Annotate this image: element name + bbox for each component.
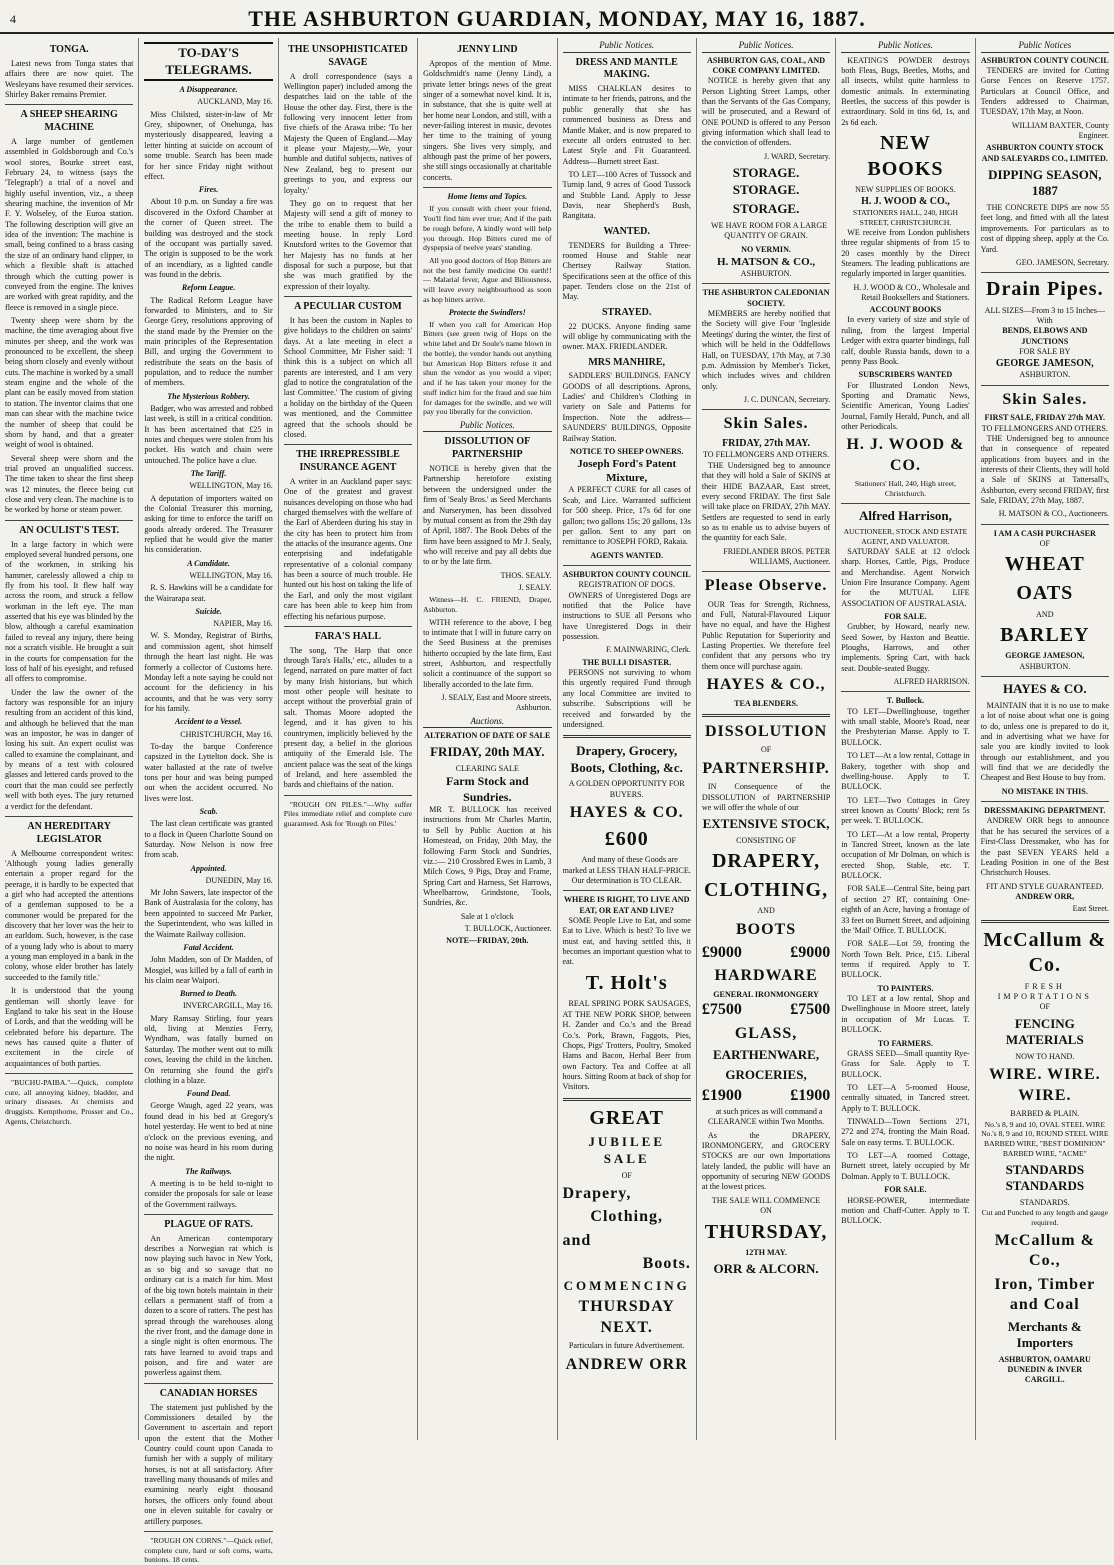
auction-sale: CLEARING SALE [455,764,519,774]
skin-sales-text: THE Undersigned beg to announce that they will hold a Sale of SKINS at their HIDE BAZAAR, East street, every second FRIDAY. The first Sale will take place on FRIDAY, 27th MAY. Settlers are requested to send in early so as to enable us to advise buyers of the quantity for each Sale. [701,460,831,543]
telegram-dateline: DUNEDIN, May 16. [205,875,273,885]
drain-with: With [1036,316,1053,326]
commencing: COMMENCING [563,1277,690,1293]
harrison-sub: AUCTIONEER, STOCK AND ESTATE AGENT, AND VALUATOR. [843,527,968,547]
great-sale: OF [621,1170,632,1180]
dissolution-text: NOTICE is hereby given that the Partnership heretofore existing between the undersigned under the firm of 'Sealy Bros.' as Seed Merchants and Nurserymen, has been dissolved by mutual consent as from the 29th day of April, 1887. The Book Debts of the firm have been assigned to Mr J. Sealy, who will receive and pay all debts due to or by the late firm. [423,464,552,567]
custom-text: It has been the custom in Naples to give holidays to the children on saints' days. At a late meeting in elect a School Committee, Mr Fisher said: 'I think this is a subject on which all parents are interested, and I am very glad to notice the congratulation of the last Committee.' The custom of giving a holiday on the birthday of the Queen was mentioned, and the Committee agreed that the schools should be closed. [283,315,413,439]
tolet-text: TO LET at a low rental, Shop and Dwellinghouse in Moore street, lately in occupation of Mr Lucas. T. BULLOCK. [841,994,970,1035]
forsale-heading: FOR SALE. [884,611,927,621]
auctions-heading: Auctions. [423,716,551,729]
column-5 [558,38,697,1440]
column-2 [139,38,278,1565]
swindlers-text: If when you call for American Hop Bitters (see green twig of Hops on the white label and Dr Soule's name blown in the bottle), the vendor hands out anything but American Hop Bitters refuse it and shun the vendor as you would a viper; and if he has taken your money for the stuff indict him for the fraud and sue him for damages for the swindle, and we will pay you liberally for the conviction. [423,319,552,417]
telegram-heading: Fatal Accident. [183,942,234,952]
manhire-text: SADDLERS' BUILDINGS. FANCY GOODS of all descriptions. Aprons, Ladies' and Children's Clothing in variety on Sale and Patterns for Inspection. Note the address—SAUNDERS' BUILDINGS, Opposite Railway Station. [562,371,691,443]
extensive-stock: EXTENSIVE STOCK, [702,816,830,832]
hayes-heading: HAYES & CO. [1002,681,1087,697]
telegram-heading: A Disappearance. [179,85,238,95]
subscribers-text: For Illustrated London News, Sporting and Dramatic News, Scientific American, Young Ladies' Journal, Family Herald, Punch, and all other Periodicals. [841,380,970,432]
wire-spec: BARBED WIRE, "ACME" [1002,1148,1087,1158]
wanted-heading: WANTED. [603,225,650,237]
matson-name: H. MATSON & CO., [716,255,816,268]
account-books-heading: ACCOUNT BOOKS [869,305,942,315]
signature: GEO. JAMESON, Secretary. [1015,257,1109,267]
oculist-heading: AN OCULIST'S TEST. [19,524,120,536]
wire-spec: No.'s 8, 9 and 10, ROUND STEEL WIRE [981,1129,1109,1139]
drapery-import-text: As the DRAPERY, IRONMONGERY, and GROCERY STOCKS are our own Importations lately landed, the public will have an opportunity of securing NEW GOODS at the lowest prices. [701,1130,831,1192]
ford-text: A PERFECT CURE for all cases of Scab, and Lice. Warranted sufficient for 500 sheep. Price, 17s 6d for one gallon; two gallons 15s; 20 gallons, 13s per gallon. Sent to any part on remittance to JOSEPH FORD, Rakaia. [562,485,691,547]
telegram-heading: Scab. [199,806,218,816]
painters-heading: TO PAINTERS. [877,983,934,993]
some-text: SOME People Live to Eat, and some Eat to Live. Which is best? To live we must eat, and having settled this, it becomes an important question what to eat. [562,916,691,967]
telegram-dateline: WELLINGTON, May 16. [189,571,273,581]
andrew-orr: ANDREW ORR [565,1355,688,1373]
page-number: 4 [10,11,16,26]
fencing-materials: FENCING MATERIALS [1005,1015,1084,1048]
home-items-text: If you consult with cheer your friend, You'll find him ever true; And if the path be rough before, A kindly word will help you through. Hop Bitters cured me of dyspepsia of twelve years' standing. [423,204,552,253]
telegram-heading: The Tariff. [190,469,227,479]
telegram-text: W. S. Monday, Registrar of Births, and commission agent, shot himself through the heart last night. He was formerly a collector of Customs here. Monday left a note saying he could not account for the deficiency in his accounts, and that he was very sorry for his family. [144,631,273,713]
auction-note: NOTE—FRIDAY, 20th. [446,936,529,946]
commencing-date: THURSDAY NEXT. [578,1298,675,1336]
telegram-text: A deputation of importers waited on the Colonial Treasurer this morning, asking for time to enforce the tariff on goods already ordered. The Treasurer replied that he would give the matter his consideration. [144,493,273,555]
account-books-text: In every variety of size and style of ruling, from the largest Imperial Ledger with extra quarter bindings, full calf, double Russia bands, down to a penny Pass Book. [841,315,970,366]
oculist-paragraph: In a large factory in which were employed several hundred persons, one of the workmen, in striking his hammer, carelessly allowed a chip to fly from his tool. It flew half way across the room, and struck a fellow workman in the left eye. The man asserted that his eye was blinded by the blow, although a careful examination failed to reveal any injury, there being not a scratch visible. He brought a suit in the courts for compensation for the loss of half of his eyesight, and refused all offers to compromise. [5,539,134,684]
ford-heading: Joseph Ford's Patent Mixture, [577,458,677,485]
jenny-text: Apropos of the mention of Mme. Goldschmidt's name (Jenny Lind), a private letter brings news of the great singer of a somewhat novel kind. It is, in substance, that she is quite well at her home near London, and still, with a never-failing interest in music, devotes her time to the training of young singers. She lives very simply, and although past the prime of her powers, she still sings occasionally at charitable concerts. [423,58,552,182]
thursday: THURSDAY, [704,1220,828,1243]
tonga-text: Latest news from Tonga states that affairs there are now quiet. The Wesleyans have resumed their services. Shirley Baker remains Premier. [5,58,134,99]
storage-heading: STORAGE. STORAGE. [732,164,800,197]
dissolution: DISSOLUTION [704,722,828,740]
and: AND [757,906,775,916]
barley: BARLEY [1000,623,1090,646]
oats: OATS [1016,581,1074,604]
signature: J. SEALY, East and Moore streets, Ashburton. [441,693,552,713]
drain-heading: Drain Pipes. [986,278,1104,301]
telegram-text: The last clean certificate was granted to a flock in Queen Charlotte Sound on Saturday. Now Nelson is now free from scab. [144,819,273,860]
forsale-text: FOR SALE—Lot 59, fronting the North Town Belt. Price, £15. Liberal terms if required. Apply to T. BULLOCK. [841,939,970,980]
observe-text: OUR Teas for Strength, Richness, and Full, Natural-Flavoured Liquor have no equal, and have the Highest Public Reputation for Superiority and Lasting Properties. We therefore feel confident that any persons who try them once will purchase again. [701,599,831,671]
telegram-heading: Suicide. [195,607,222,617]
telegram-dateline: AUCKLAND, May 16. [197,97,273,107]
faras-text: The song, 'The Harp that once through Tara's Halls,' etc., alludes to a legend, narrated on pure matter of fact by many Irish historians, but which most other people will hesitate to accept without the proverbial grain of salt. Thomas Moore adopted the legend, and it has given to his countrymen, implicitly believed by the present day, a belief in the glorious antiquity of the Emerald Isle. The ancient palace was the seat of the kings of Ireland, and here assembled the bards and chieftains of the nation. [283,645,413,790]
auction-text: MR T. BULLOCK has received instructions from Mr Charles Martin, to Sell by Public Auction at his Homestead, on Friday, 20th May, the following Farm Stock and Sundries, viz.:— 210 Crossbred Ewes in Lamb, 3 Milch Cows, 9 Pigs, Dray and Frame, Spring Cart and Harness, Set Harrows, Wheelbarrow, Grindstone, Tools, Sundries, &c. [423,805,552,908]
drapery-text: A GOLDEN OPPORTUNITY FOR BUYERS. [568,779,685,799]
dissolution-heading: DISSOLUTION OF PARTNERSHIP [444,436,531,461]
telegram-text: A meeting is to be held to-night to consider the proposals for sale or lease of the Government railways. [144,1178,273,1209]
cash-location: ASHBURTON. [1019,661,1071,671]
drapery: DRAPERY, [711,850,821,873]
signature: J. SEALY. [518,582,552,592]
reference-text: WITH reference to the above, I beg to intimate that I will in future carry on the Seed Business at the premises hitherto occupied by the late firm, East street, Ashburton, and respectfully solicit a continuance of the support so liberally accorded to the late firm. [423,617,552,689]
public-notices-heading: Public Notices. [423,420,551,433]
where-text: WHERE IS RIGHT, TO LIVE AND EAT, OR EAT AND LIVE? [563,895,690,915]
tolet-text: TO LET—Dwellinghouse, together with small stable, Moore's Road, near the Presbyterian Manse. Apply to T. BULLOCK. [841,706,970,747]
partnership: PARTNERSHIP. [702,759,830,777]
locations: CARGILL. [1024,1375,1065,1385]
telegram-text: About 10 p.m. on Sunday a fire was discovered in the Oxford Chamber at the corner of Queen street. The building was destroyed and the stock of the occupant was partially saved. The origin is supposed to be the work of an incendiary, as a lighted candle was found in the debris. [144,197,273,279]
skin-sales-sub: TO FELLMONGERS AND OTHERS. [702,450,830,460]
books-heading: NEW BOOKS [867,132,944,180]
public-notices-heading: Public Notices. [563,40,691,53]
caledonian-heading: THE ASHBURTON CALEDONIAN SOCIETY. [702,288,830,308]
observe-heading: Please Observe. [704,577,828,595]
ironmongery: GENERAL IRONMONGERY [713,989,819,999]
and: AND [1036,609,1054,619]
telegram-heading: The Mysterious Robbery. [167,391,250,401]
agents-wanted: AGENTS WANTED. [590,550,664,560]
column-6 [697,38,836,1440]
signature: J. WARD, Secretary. [764,151,831,161]
signature: ALFRED HARRISON. [893,677,970,687]
council-heading: ASHBURTON COUNTY COUNCIL [562,569,691,579]
stock-heading: ASHBURTON COUNTY STOCK AND SALEYARDS CO., LIMITED. [981,143,1108,163]
drain-sub: ALL SIZES—From 3 to 15 Inches— [984,305,1106,315]
telegram-dateline: NAPIER, May 16. [213,619,273,629]
council-heading: ASHBURTON COUNTY COUNCIL [980,55,1109,65]
dogs-heading: REGISTRATION OF DOGS. [578,580,675,590]
dressmaking-heading: DRESSMAKING DEPARTMENT. [984,806,1106,816]
standards-heading: STANDARDS STANDARDS [1005,1161,1085,1194]
holt-text: REAL SPRING PORK SAUSAGES, AT THE NEW PORK SHOP, between H. Zander and Co.'s and the Bread Co.'s. Pork, Brawn, Faggots, Pies, Chops, Pigs' Trotters, Poultry, Smoked Hams and Bacon, Herbal Beer from own Factory. Tea and Coffee at all hours. Sitting Room at back of shop for Visitors. [562,999,691,1092]
price-row: £9000 £9000 [701,943,831,961]
cash-purchaser: I AM A CASH PURCHASER [993,528,1096,538]
drain-location: ASHBURTON. [1019,370,1071,380]
great-sale: Drapery, [562,1184,632,1202]
telegram-text: The Radical Reform League have forwarded to Ministers, and to Sir George Grey, resolutions approving of the stand made by the Premier on the main principles of the Representation Bill, and urging the Government to redistribute the seats on the basis of population, and to reduce the number of members. [144,295,273,388]
signature: J. C. DUNCAN, Secretary. [743,394,831,404]
skin-sales-sub: TO FELLMONGERS AND OTHERS. [981,423,1108,433]
let-text: TO LET—100 Acres of Tussock and Turnip land, 9 acres of Good Tussock and Stubble Land. Apply to Jesse Davis, near Shepherd's Bush, Rangitata. [562,169,691,221]
of: OF [760,745,772,755]
telegram-heading: Accident to a Vessel. [175,717,243,727]
drain-name: GEORGE JAMESON, [995,357,1094,369]
plague-text: An American contemporary describes a Norwegian rat which is now playing such havoc in New York, as so big and so savage that no ordinary cat is a match for him. Most of the big town hotels maintain in their cellars a permanent staff of from a dozen to a score of ratters. The pest has spread through the warehouses along the river front, and the damage done in a single night is often enormous. The rats have learned to avoid traps and poison, and fire and water are powerless against them. [144,1233,273,1378]
hayes-firm: HAYES & CO. [569,804,684,822]
home-items-heading: Home Items and Topics. [447,192,528,202]
matson-location: ASHBURTON. [740,269,792,279]
wire-spec: BARBED WIRE, "BEST DOMINION" [984,1139,1106,1149]
locations: ASHBURTON, OAMARU [998,1354,1091,1364]
cash-name: GEORGE JAMESON, [1005,651,1085,661]
telegram-dateline: CHRISTCHURCH, May 16. [180,729,273,739]
column-1 [0,38,139,1440]
signature: THOS. SEALY. [500,570,552,580]
dressmaking-name: ANDREW ORR, [1015,891,1075,901]
mccallum-name: McCallum & Co., [994,1231,1095,1270]
sheep-heading: A SHEEP SHEARING MACHINE [20,109,118,134]
orr-alcorn: ORR & ALCORN. [713,1261,819,1277]
auction-sale-title: Farm Stock and Sundries. [445,774,529,804]
cash-of: OF [1039,538,1050,548]
strayed-text: 22 DUCKS. Anyone finding same will oblige by communicating with the owner. MAX. FRIEDLANDER. [562,321,691,352]
manhire-heading: MRS MANHIRE, [588,356,666,368]
auction-time: Sale at 1 o'clock [460,911,514,921]
insurance-heading: THE IRREPRESSIBLE INSURANCE AGENT [296,449,400,474]
hereditary-paragraph: It is understood that the young gentleman will shortly leave for England to take his seat in the House of Lords, and that the wedding will be celebrated before his departure. The news has caused quite a flutter of excitement in the circle of acquaintances of both parties. [5,986,134,1068]
telegram-text: To-day the barque Conference capsized in the Lyttelton dock. She is water ballasted at the rate of twelve tons per hour and was being pumped out when the accident occurred. No lives were lost. [144,741,273,803]
swindlers-heading: Protecte the Swindlers! [448,307,526,317]
public-notices-heading: Public Notices. [841,40,969,53]
insurance-text: A writer in an Auckland paper says: One of the greatest and gravest nuisances developing on those who had charged themselves with the welfare of the Earl of Aberdeen during his stay in the city has been to protect him from the attacks of the insurance agents. One enterprising and indefatigable representative of a colonial company has been a source of much trouble. He hunted out his host on taking the life of the Earl, and only the most vigilant care has been able to keep him from effecting his nefarious purpose. [283,476,413,621]
gas-heading: ASHBURTON GAS, COAL, AND COKE COMPANY LIMITED. [707,55,826,75]
storage-heading: STORAGE. [732,201,800,217]
fresh-of: OF [1039,1002,1050,1012]
tolet-text: TO LET—At a low rental, Property in Tancred Street, known as the late occupation of Mr Dolman, on which is erected Shop, Stable, etc. T. BULLOCK. [841,829,970,881]
tolet-text: TO LET—At a low rental, Cottage in Bakery, together with shop and dwelling-house. Apply to T. BULLOCK. [841,751,970,792]
horses-heading: CANADIAN HORSES [159,1387,258,1399]
plague-heading: PLAGUE OF RATS. [164,1218,253,1230]
sale-commence: THE SALE WILL COMMENCE [711,1195,821,1205]
telegram-text: George Waugh, aged 22 years, was found dead in his bed at Gregory's hotel yesterday. He went to bed at nine o'clock on the previous evening, and no noise was heard in his room during the night. [144,1101,273,1163]
sheep-notice: NOTICE TO SHEEP OWNERS. [569,446,684,456]
now-to-hand: NOW TO HAND. [1015,1052,1075,1062]
great-sale: JUBILEE SALE [588,1134,665,1166]
signature: FRIEDLANDER BROS. PETER WILLIAMS, Auctioneer. [723,546,831,566]
forsale-heading: FOR SALE. [884,1185,927,1195]
commencing-note: Particulars in future Advertisement. [568,1341,685,1351]
telegram-text: Mr John Sawers, late inspector of the Bank of Australasia for the colony, has been appointed to succeed Mr Parker, the Superintendent, who was killed in the Waimate Railway collision. [144,888,273,939]
merchants-importers: Merchants & Importers [1007,1318,1082,1351]
great-sale: and [562,1231,592,1249]
holt-heading: T. Holt's [585,971,668,994]
savage-paragraph: They go on to request that her Majesty will send a gift of money to the tribe to enable them to build a meeting house. In reply Lord Knutsford writes to the Governor that her Majesty has no funds at her disposal for such a purpose, but that she was much gratified by the expression of their loyalty. [283,198,413,291]
jenny-heading: JENNY LIND [457,44,518,55]
sale-on: ON [760,1206,772,1216]
farmers-heading: TO FARMERS. [877,1038,933,1048]
skin-sales-heading: Skin Sales. [1002,390,1088,408]
telegram-heading: Burned to Death. [180,989,238,999]
telegram-heading: The Railways. [185,1166,232,1176]
wood-sub-2: Stationers' Hall, 240, High street, Christchurch. [854,479,956,499]
wire-spec: No.'s 8, 9 and 10, OVAL STEEL WIRE [984,1119,1105,1129]
iron-timber-coal: Iron, Timber and Coal [994,1275,1096,1314]
great-sale: Clothing, [590,1208,663,1226]
standards-sub: STANDARDS. [1019,1197,1070,1207]
column-3 [279,38,418,1440]
earthenware: EARTHENWARE, [713,1047,820,1063]
harrison-name: Alfred Harrison, [858,507,952,523]
drapery-amount: £600 [604,827,649,850]
masthead [0,6,1114,34]
auction-date: FRIDAY, 20th MAY. [430,744,545,760]
skin-sales-date: FIRST SALE, FRIDAY 27th MAY. [984,413,1106,423]
forsale-text: Grubber, by Howard, nearly new. Seed Sower, by Haxton and Beattie. Ploughs, Harrows, and other implements. Spring Cart, with back seat. Double-seated Buggy. [841,622,970,673]
harrison-text: SATURDAY SALE at 12 o'clock sharp. Horses, Cattle, Pigs, Produce and Merchandise. Agent Norwich Union Fire Insurance Company. Agent for the MUTUAL LIFE ASSOCIATION OF AUSTRALASIA. [841,546,970,608]
forsale-text: FOR SALE—Central Site, being part of section 27 RT, containing One-eighth of an Acre, having a frontage of 33 feet on Burnett Street, and adjoining the 'Mail' Office. T. BULLOCK. [841,884,970,935]
hayes-sub: TEA BLENDERS. [734,698,798,708]
drapery-heading: Drapery, Grocery, Boots, Clothing, &c. [570,743,683,775]
wood-heading-2: H. J. WOOD & CO. [846,436,965,474]
home-items-text: All you good doctors of Hop Bitters are not the best family medicine On earth!! — Malarial fever, Ague and Biliousness, will leave every neighbourhood as soon as hop bitters arrive. [423,255,552,304]
telegram-text: R. S. Hawkins will be a candidate for the Wairarapa seat. [144,583,273,603]
keating-text: KEATING'S POWDER destroys both Fleas, Bugs, Beetles, Moths, and all insects, whilst quite harmless to domestic animals. In exterminating Beetles, the success of this powder is extraordinary. Sold in tins 6d, 1s, and 2s 6d each. [841,55,970,127]
thursday-date: 12TH MAY. [745,1248,787,1258]
wire-heading: WIRE. WIRE. WIRE. [989,1066,1101,1104]
telegram-text: Mary Ramsay Stirling, four years old, living at Menzies Ferry, Wyndham, was fatally burned on Saturday. The mother went out to milk cows, leaving the child in the kitchen. On returning she found the girl's clothing in a blaze. [144,1013,273,1085]
dipping-heading: DIPPING SEASON, 1887 [988,166,1102,199]
telegrams-heading: TO-DAY'S TELEGRAMS. [144,42,272,81]
witness: Witness—H. C. FRIEND, Draper, Ashburton. [423,595,552,614]
corns-advert: "ROUGH ON CORNS."—Quick relief, complete cure, hard or soft corns, warts, bunions. 18 cents. [144,1535,273,1565]
telegram-dateline: INVERCARGILL, May 16. [182,1001,273,1011]
telegram-heading: Reform League. [181,283,236,293]
skin-sales-text: THE Undersigned beg to announce that in consequence of repeated applications from buyers and in the interests of their Clients, they will hold a Sale of SKINS at Tattersall's, Ashburton, every second FRIDAY, first Sale, FRIDAY, 27th May, 1887. [980,433,1109,506]
piles-advert: "ROUGH ON PILES."—Why suffer Piles immediate relief and complete cure guaranteed. Ask for 'Rough on Piles.' [283,799,413,829]
dressmaking-location: East Street. [1072,904,1109,914]
strayed-heading: STRAYED. [602,306,652,318]
glass: GLASS, [734,1024,798,1042]
tolet-text: TO LET—Two Cottages in Grey street known as Coutts' Block; rent 5s per week. T. BULLOCK. [841,795,970,826]
public-notices-heading: Public Notices. [702,40,830,53]
great-sale: Boots. [642,1255,691,1273]
wood-heading: H. J. WOOD & CO., [861,195,950,207]
wood-sub: STATIONERS HALL, 240, HIGH STREET, CHRISTCHURCH. [852,208,958,228]
dressmaking-text: ANDREW ORR begs to announce that he has secured the services of a First-Class Dressmaker, who has for the past SEVEN YEARS held a Leading Position in one of the Best Christchurch Houses. [980,816,1109,878]
wood-text: WE receive from London publishers three regular shipments of from 15 to 20 cases monthly by the Direct Steamers. The leading publications are regularly imported in larger quantities. [841,227,970,279]
bulli-text: PERSONS not surviving to whom this urgently required Fund through any local Committee are invited to subscribe. Subscriptions will be received and forwarded by the undersigned. [562,668,691,729]
great-sale: GREAT [589,1106,664,1129]
sheep-paragraph: Several sheep were shorn and the trial proved an unqualified success. The time taken to shear the first sheep was 12 minutes, the fleece being cut close and very clean. The machine is to be worked by horse or steam power. [5,453,134,515]
signature: F. MAINWARING, Clerk. [605,645,691,655]
signature: H. MATSON & CO., Auctioneers. [998,509,1109,519]
caledonian-text: MEMBERS are hereby notified that the Society will give Four 'Ingleside Meetings' during the winter, the first of which will be held in the Oddfellows Hall, on TUESDAY, 17th May, at 7.30 p.m. Admission by Member's Ticket, which includes wives and children only. [701,309,831,391]
sheep-paragraph: Twenty sheep were shorn by the machine, the time averaging about five minutes per sheep, and the work was pronounced to be excellent, the sheep being shorn closely and evenly without cuts. The machine is worked by a small steam engine and the whole of the plant can be easily moved from station to station. The inventor claims that one man can shear with the machine twice the number of sheep that could be shorn by hand, and that a greater weight of wool is obtained. [5,315,134,450]
groceries: GROCERIES, [725,1066,807,1082]
buchu-advert: "BUCHU-PAIBA."—Quick, complete cure, all annoying kidney, bladder, and urinary diseases. At chemists and druggists. Kempthorne, Prosser and Co., Agents, Christchurch. [5,1078,134,1126]
telegram-heading: Appointed. [190,863,227,873]
price-row: £1900 £1900 [701,1087,831,1105]
column-4 [418,38,557,1440]
standards-text: Cut and Punched to any length and gauge required. [981,1208,1108,1227]
consisting: CONSISTING OF [736,835,796,845]
wheat: WHEAT [1004,553,1085,576]
hereditary-heading: AN HEREDITARY LEGISLATOR [27,820,111,845]
newspaper-title: THE ASHBURTON GUARDIAN, MONDAY, MAY 16, 1887. [248,6,866,31]
consequence-text: IN Consequence of the DISSOLUTION of PARTNERSHIP we will offer the whole of our [701,782,831,812]
no-vermin: NO VERMIN. [741,244,791,254]
hayes-note: NO MISTAKE IN THIS. [1001,786,1088,796]
column-8 [976,38,1114,1440]
tolet-text: TO LET—A roomed Cottage, Burnett street, lately occupied by Mr Dolman. Apply to T. BULLOCK. [841,1151,970,1181]
savage-paragraph: A droll correspondence (says a Wellington paper) included among the despatches laid on the table of the House the other day. First, there is the following very innocent letter from five chiefs of the Arawa tribe: 'To her Majesty the Queen of England.—May it please your Majesty,—We, your humble and dutiful subjects, natives of New Zealand, beg to present our greetings to you, and express our loyalty.' [283,71,413,195]
dogs-text: OWNERS of Unregistered Dogs are notified that the Police have instructions to SUE all Persons who have Unregistered Dogs in their possession. [562,590,691,642]
faras-heading: FARA'S HALL [314,630,382,642]
tolet-text: TO LET—A 5-roomed House, centrally situated, in Tancred street. Apply to T. BULLOCK. [841,1082,970,1113]
telegram-dateline: WELLINGTON, May 16. [189,481,273,491]
tonga-heading: TONGA. [49,44,89,55]
dressmaking-fit: FIT AND STYLE GUARANTEED. [985,881,1104,891]
clothing: CLOTHING, [704,878,829,901]
hayes-text: MAINTAIN that it is no use to make a lot of noise about what one is going to do, unless one is prepared to do it, and in advertising what we have for sale you are kindly invited to look through our establishment, and you will find that we are decidedly the Cheapest and Best House to buy from. [980,700,1109,783]
forsale-text: HORSE-POWER, intermediate motion and Chaff-Cutter. Apply to T. BULLOCK. [841,1195,970,1226]
skin-sales-date: FRIDAY, 27th MAY. [722,437,811,449]
storage-text: WE HAVE ROOM FOR A LARGE QUANTITY OF GRAIN. [711,220,828,241]
telegram-heading: Found Dead. [186,1089,231,1099]
dress-heading: DRESS AND MANTLE MAKING. [575,56,678,81]
hayes-heading: HAYES & CO., [706,676,826,694]
prices-text: at such prices as will command a CLEARANCE within Two Months. [707,1106,825,1127]
subscribers-heading: SUBSCRIBERS WANTED [858,370,953,380]
auction-subheading: ALTERATION OF DATE OF SALE [424,731,551,741]
telegram-text: Badger, who was arrested and robbed last week, is still in a critical condition. It has been ascertained that £25 in notes and cheques were stolen from his pocket. His watch and chain were untouched. The police have a clue. [144,404,273,465]
price-row: £7500 £7500 [701,1001,831,1019]
savage-heading: THE UNSOPHISTICATED SAVAGE [288,44,408,68]
tinwald-text: TINWALD—Town Sections 271, 272 and 274, fronting the Main Road. Sale on easy terms. T. BULLOCK. [841,1117,970,1147]
telegram-text: John Madden, son of Dr Madden, of Mosgiel, was killed by a fall of earth in his claim near Waipori. [144,955,273,985]
drain-bends: BENDS, ELBOWS AND JUNCTIONS [1002,326,1088,346]
bulli-heading: THE BULLI DISASTER. [582,657,672,667]
fresh-importations: FRESH IMPORTATIONS [997,981,1092,1002]
signature: T. BULLOCK, Auctioneer. [464,924,552,934]
sheep-paragraph: A large number of gentlemen assembled in Goldsborough and Co.'s wool stores, Bourke street east, February 24, to witness (says the 'Telegraph') a trial of a novel and highly useful invention, viz., a sheep shearing machine, the invention of Mr F. Y. Wolseley, of the Euroa station. The following description will give an idea of the invention: The machine is small, being confined to a brass casing the size of an ordinary hand clipper, to which a flexible shaft is attached through which the cutting power is conveyed from the engine. The knives are worked with great rapidity, and the fleece is removed in a single piece. [5,136,134,312]
skin-sales-heading: Skin Sales. [723,415,809,433]
barbed-plain: BARBED & PLAIN. [1010,1109,1080,1119]
bullock-heading: T. Bullock. [886,696,925,706]
locations: DUNEDIN & INVER [1007,1365,1083,1375]
wanted-text: TENDERS for Building a Three-roomed House and Stable near Chertsey Railway Station. Specifications seen at the office of this paper. Tenders close on the 21st of May. [562,240,691,302]
gas-text: NOTICE is hereby given that any Person Lighting Street Lamps, other than the Servants of the Gas Company, will be prosecuted, and a Reward of ONE POUND is offered to any Person giving information which shall lead to the conviction of offenders. [701,76,831,148]
columns [0,38,1114,1565]
dress-text: MISS CHALKLAN desires to intimate to her friends, patrons, and the public generally that she has commenced business as Dress and Mantle Maker, and is now prepared to execute all orders entrusted to her. Latest Style and Fit Guaranteed. Address—Burnett street East. [562,84,691,166]
drain-forsale: FOR SALE BY [1019,347,1071,357]
council-text: TENDERS are invited for Cutting Gorse Fences on Reserve 1757. Particulars at Council Office, and Tenders addressed to Chairman, TUESDAY, 17th May, at Noon. [980,65,1109,117]
drapery-text-2: And many of these Goods are marked at LESS THAN HALF-PRICE. Our determination is TO CLEAR. [562,855,691,885]
boots: BOOTS [735,920,797,938]
books-sub: NEW SUPPLIES OF BOOKS. [855,185,956,195]
public-notices-heading: Public Notices [981,40,1109,53]
column-7 [836,38,975,1440]
signature: H. J. WOOD & CO., Wholesale and Retail Booksellers and Stationers. [853,282,970,302]
telegram-heading: Fires. [198,185,219,195]
custom-heading: A PECULIAR CUSTOM [294,301,402,313]
telegram-heading: A Candidate. [187,558,230,568]
grass-text: GRASS SEED—Small quantity Rye-Grass for Sale. Apply to T. BULLOCK. [841,1048,970,1079]
signature: WILLIAM BAXTER, County Engineer. [1011,120,1109,140]
hardware: HARDWARE [714,967,818,985]
horses-text: The statement just published by the Commissioners detailed by the Government to ascertain and report upon the extent that the Mother Country could count upon Canada to furnish her with a supply of military horses, is not at all satisfactory. After travelling many thousands of miles and examining nearly eight thousand horses, the officers only found about one in eleven suitable for cavalry or artillery purposes. [144,1402,273,1526]
hereditary-paragraph: A Melbourne correspondent writes: 'Although young ladies generally entertain a proper regard for the peerage, it is hardly to be expected that a girl who had accepted the attentions of a gentleman supposed to be a commoner would be prepared for the discovery that her lover was the heir to an earldom. Such, however, is the case of a young lady who is about to marry a young man employed in a bank in the colony, whose elder brother has lately succeeded to the family title.' [5,848,134,982]
telegram-text: Miss Chilsted, sister-in-law of Mr Grey, shipowner, of Onehunga, has mysteriously disappeared, leaving a letter hinting at suicide on account of some trouble. Search has been made for her since Friday night without effect. [144,109,273,181]
mccallum-heading: McCallum & Co. [983,928,1107,977]
dipping-text: THE CONCRETE DIPS are now 55 feet long, and fitted with all the latest improvements. For particulars as to cost of dipping sheep, apply at the Co. Yard. [980,203,1109,254]
oculist-paragraph: Under the law the owner of the factory was responsible for an injury resulting from an accident of this kind, and although he believed that the man was an impostor, he was in danger of losing his suit. An expert oculist was called to examine the complainant, and by means of a test with coloured glasses and lettered cards proved to the court that the man could see perfectly well with both eyes. The jury returned a verdict for the defendant. [5,687,134,811]
